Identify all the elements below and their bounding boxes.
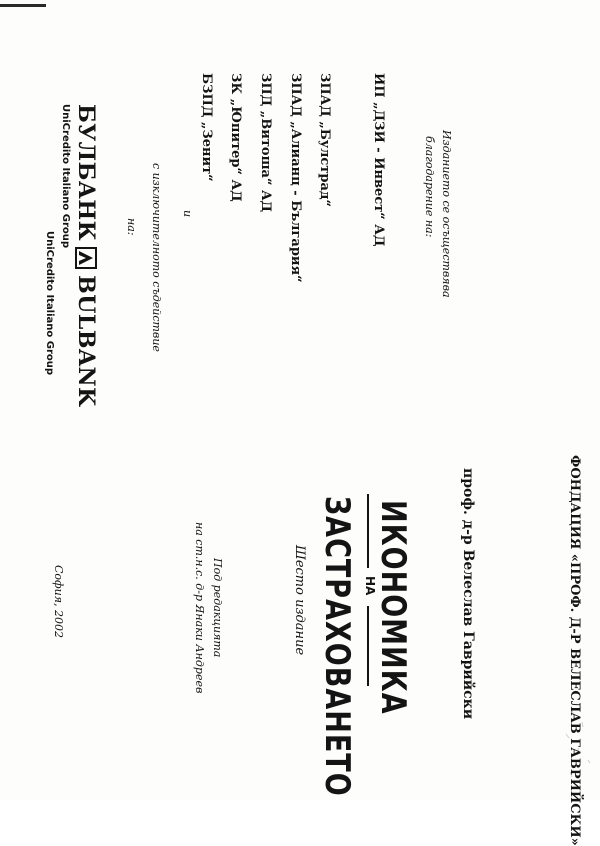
bank-name-cyrillic: БУЛБАНК: [73, 104, 99, 242]
sponsor-item: ЗПАД „Булстрад“: [317, 73, 332, 208]
author-name: проф. д-р Велеслав Гаврийски: [460, 468, 476, 720]
bulbank-logo-mark-icon: [75, 247, 97, 269]
title-connector: НА: [363, 576, 377, 596]
title-rule-right: [367, 606, 369, 686]
sponsor-item: БЗПД „Зенит“: [199, 73, 214, 182]
title-line-2: ЗАСТРАХОВАНЕТО: [317, 496, 356, 797]
sponsor-item: ЗПД „Витоша“ АД: [258, 73, 273, 213]
unicredito-label-1: UniCredito Italiano Group: [60, 104, 71, 249]
city-year: София, 2002: [52, 565, 65, 639]
editor-line-1: Под редакцията: [211, 558, 224, 658]
sponsor-item: ИП „ДЗИ - Инвест“ АД: [371, 73, 386, 247]
unicredito-label-2: UniCredito Italiano Group: [44, 231, 55, 376]
foundation-name: ФОНДАЦИЯ «ПРОФ. Д-Р ВЕЛЕСЛАВ ГАВРИЙСКИ»: [567, 455, 582, 846]
intro-line-2: благодарение на:: [423, 136, 436, 238]
editor-line-2: на ст.н.с. д-р Янаки Андреев: [193, 522, 206, 694]
na-word: на:: [125, 218, 138, 236]
and-word: и: [181, 210, 194, 218]
sponsor-item: ЗК „Юпитер“ АД: [228, 73, 243, 202]
exclusive-support-line: с изключителното съдействие: [150, 163, 163, 352]
edition-label: Шесто издание: [292, 545, 307, 656]
sponsor-item: ЗПАД „Алианц - България“: [288, 73, 303, 283]
bank-name-latin: BULBANK: [73, 275, 99, 407]
title-connector-rule: [357, 494, 379, 686]
title-rule-left: [367, 494, 369, 568]
title-line-1: ИКОНОМИКА: [373, 500, 412, 715]
bank-logo: [73, 104, 99, 407]
intro-line-1: Изданието се осъществява: [440, 130, 453, 298]
